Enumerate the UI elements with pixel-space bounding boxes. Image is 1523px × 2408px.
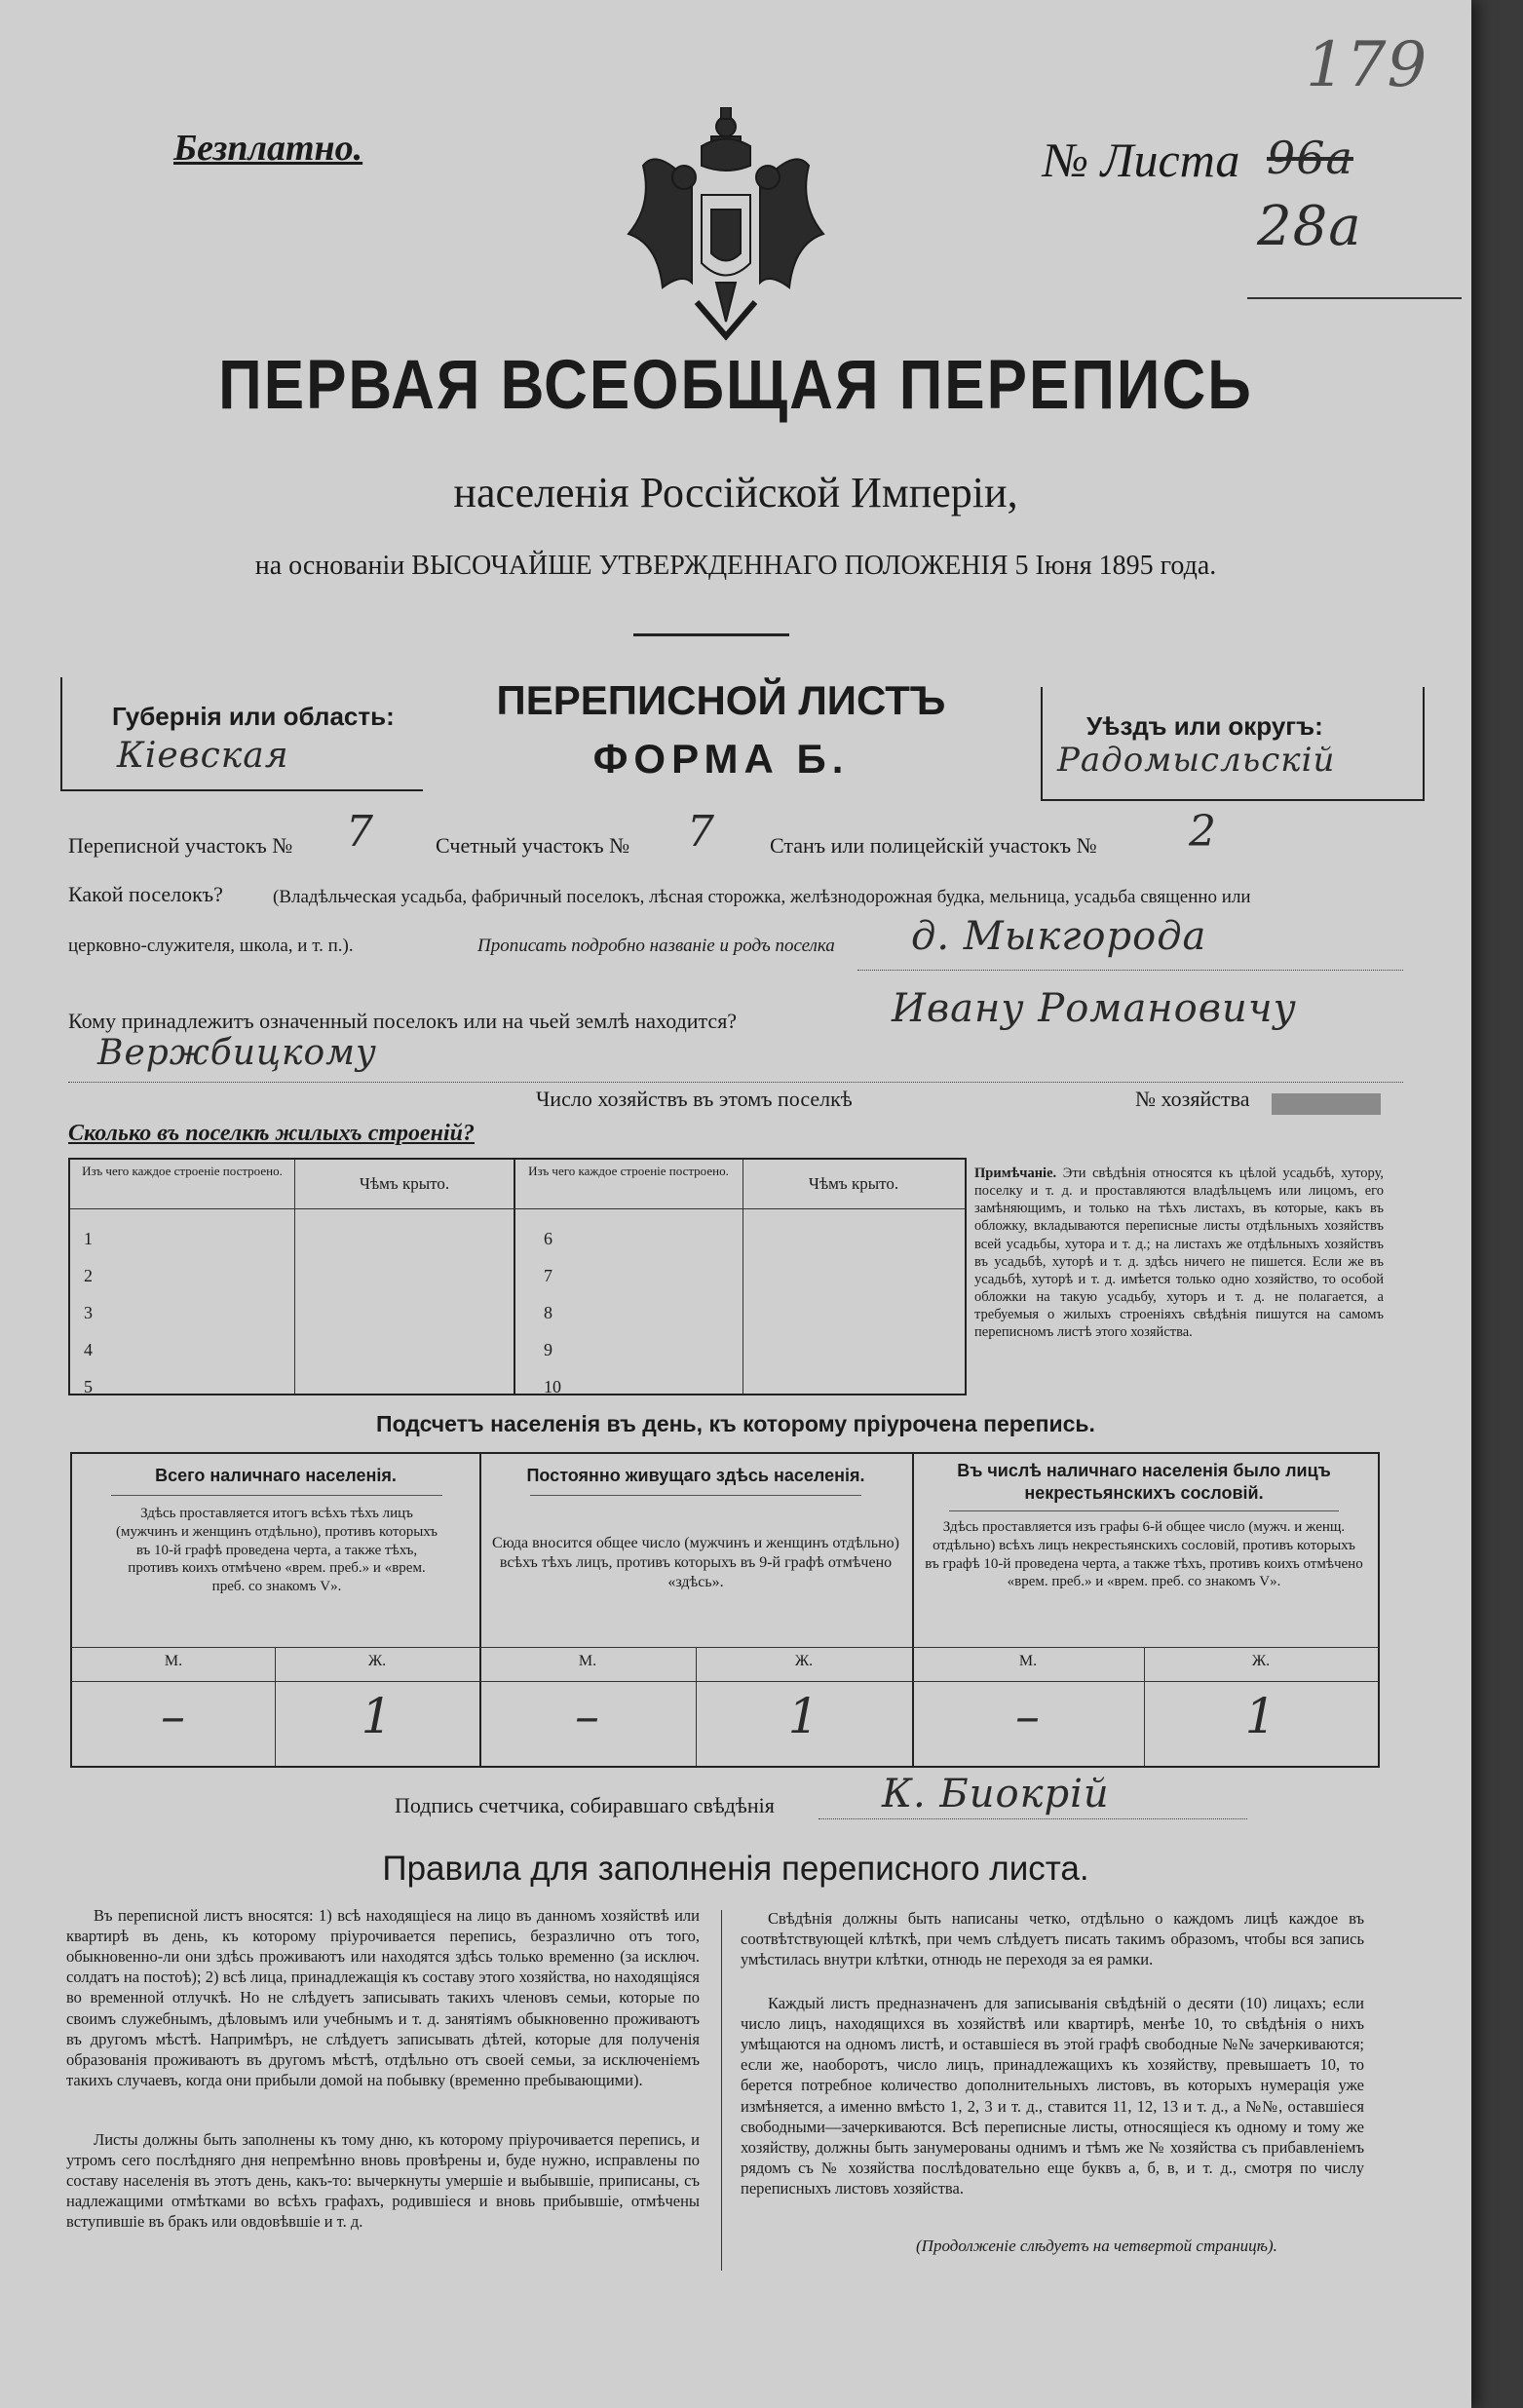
double-headed-eagle-icon bbox=[624, 107, 828, 351]
population-col3-zh-value: 1 bbox=[1244, 1688, 1277, 1744]
buildings-col1-header-right: Изъ чего каждое строеніе построено. bbox=[528, 1164, 729, 1178]
settlement-value: д. Мыкгорода bbox=[911, 914, 1207, 959]
population-col2-desc: Сюда вносится общее число (мужчинъ и женщинъ отдѣльно) всѣхъ тѣхъ лицъ, противъ которыхъ въ 9-й графѣ отмѣчено «здѣсь». bbox=[492, 1535, 899, 1590]
households-label: Число хозяйствъ въ этомъ поселкѣ bbox=[536, 1087, 853, 1111]
population-col1-header: Всего наличнаго населенія. bbox=[155, 1466, 397, 1485]
population-col3-header: Въ числѣ наличнаго населенія было лицъ некрестьянскихъ сословій. bbox=[957, 1461, 1331, 1503]
signature-label: Подпись счетчика, собиравшаго свѣдѣнія bbox=[395, 1793, 775, 1817]
count-district-label: Счетный участокъ № bbox=[436, 833, 630, 858]
population-col3-m-label: М. bbox=[1018, 1653, 1038, 1669]
population-table bbox=[70, 1452, 1380, 1768]
buildings-row-number: 6 bbox=[544, 1229, 552, 1248]
population-col1-m-label: М. bbox=[164, 1653, 183, 1669]
settlement-hint-2: церковно-служителя, школа, и т. п.). bbox=[68, 936, 354, 956]
guberniya-value: Кіевская bbox=[117, 736, 289, 776]
sheet-number-crossed: 96а bbox=[1267, 132, 1353, 184]
buildings-rows-right bbox=[544, 1220, 561, 1405]
rules-title: Правила для заполненія переписного листа. bbox=[382, 1850, 1089, 1888]
buildings-rows-left bbox=[84, 1220, 93, 1405]
uezd-value: Радомысльскій bbox=[1057, 741, 1336, 780]
buildings-row-number: 2 bbox=[84, 1266, 93, 1285]
settlement-dotted-line bbox=[857, 970, 1403, 971]
household-number-redacted bbox=[1272, 1093, 1381, 1115]
sheet-number-value: 28а bbox=[1257, 195, 1362, 258]
owner-question: Кому принадлежитъ означенный поселокъ или на чьей землѣ находится? bbox=[68, 1009, 738, 1033]
buildings-note bbox=[974, 1165, 1384, 1341]
signature-value: К. Биокрій bbox=[882, 1772, 1110, 1816]
population-col3-zh-label: Ж. bbox=[1251, 1653, 1271, 1669]
guberniya-label: Губернія или область: bbox=[112, 702, 395, 731]
buildings-row-number: 8 bbox=[544, 1303, 552, 1322]
population-col1-desc: Здѣсь проставляется итогъ всѣхъ тѣхъ лицъ (мужчинъ и женщинъ отдѣльно), противъ которыхъ въ 10-й графѣ проведена черта, а также тѣхъ, противъ коихъ отмѣчено «врем. преб.» и «врем. преб. со знакомъ V». bbox=[116, 1506, 438, 1594]
rules-right-paragraph-2: Каждый листъ предназначенъ для записыванія свѣдѣній о десяти (10) лицахъ; если число лицъ, находящихся въ хозяйствѣ или квартирѣ, менѣе 10, то свѣдѣнія о нихъ умѣщаются на одномъ листѣ, и оставшіеся въ этой графѣ свободные №№ зачеркиваются; если же, наоборотъ, число лицъ, принадлежащихъ къ хозяйству, превышаетъ 10, то берется потребное количество дополнительныхъ листовъ, въ которыхъ нумерація уже измѣняется, а именно вмѣсто 1, 2, 3 и т. д., ставится 11, 12, 13 и т. д., а №№, оставшіеся свободными—зачеркиваются. Всѣ переписные листы, относящіеся къ одному и тому же хозяйству, должны быть занумерованы однимъ и тѣмъ же № хозяйства съ прибавленіемъ рядомъ съ № хозяйства послѣдовательно еще буквъ а, б, в, и т. д., смотря по числу переписныхъ листовъ хозяйства. bbox=[741, 1994, 1364, 2198]
form-title: ФОРМА Б. bbox=[592, 736, 850, 782]
rules-column-divider bbox=[721, 1910, 722, 2271]
page-title: ПЕРВАЯ ВСЕОБЩАЯ ПЕРЕПИСЬ bbox=[218, 346, 1253, 425]
population-col2-zh-value: 1 bbox=[787, 1688, 820, 1744]
buildings-col2-header-right: Чѣмъ крыто. bbox=[808, 1174, 899, 1193]
population-col3-m-value: – bbox=[1015, 1688, 1041, 1744]
stan-label: Станъ или полицейскій участокъ № bbox=[770, 833, 1097, 858]
note-title: Примѣчаніе. bbox=[974, 1166, 1057, 1181]
buildings-question: Сколько въ поселкѣ жилыхъ строеній? bbox=[68, 1121, 475, 1146]
population-col2-zh-label: Ж. bbox=[794, 1653, 814, 1669]
buildings-table bbox=[68, 1158, 967, 1395]
population-col2-header: Постоянно живущаго здѣсь населенія. bbox=[526, 1466, 865, 1485]
title-divider bbox=[633, 633, 789, 636]
rules-right-paragraph-1: Свѣдѣнія должны быть написаны четко, отдѣльно о каждомъ лицѣ каждое въ соотвѣтствующей клѣткѣ, при чемъ слѣдуетъ писать такимъ образомъ, чтобы вся запись умѣстилась внутри клѣтки, отнюдь не переходя за ея рамки. bbox=[741, 1909, 1364, 1969]
census-district-label: Переписной участокъ № bbox=[68, 833, 293, 858]
settlement-question: Какой поселокъ? bbox=[68, 882, 223, 906]
buildings-row-number: 9 bbox=[544, 1340, 552, 1359]
settlement-instruction: Прописать подробно названіе и родъ поселка bbox=[477, 936, 835, 956]
buildings-row-number: 3 bbox=[84, 1303, 93, 1322]
population-col1-zh-value: 1 bbox=[361, 1688, 394, 1744]
sheet-number-underline bbox=[1247, 297, 1462, 299]
uezd-label: Уѣздъ или округъ: bbox=[1086, 711, 1323, 741]
buildings-row-number: 5 bbox=[84, 1377, 93, 1396]
rules-left-paragraph-2: Листы должны быть заполнены къ тому дню, къ которому пріурочивается перепись, и утромъ сего послѣдняго дня непремѣнно вновь провѣрены и, буде нужно, исправлены по составу населенія въ этотъ день, какъ-то: вычеркнуты умершіе и выбывшіе, приписаны, съ надлежащими отмѣтками во всѣхъ графахъ, родившіеся и вновь прибывшіе, отмѣчены вступившіе въ бракъ или овдовѣвшіе и т. д. bbox=[66, 2130, 700, 2232]
buildings-col1-header-left: Изъ чего каждое строеніе построено. bbox=[82, 1164, 283, 1178]
rules-left-paragraph-1: Въ переписной листъ вносятся: 1) всѣ находящіеся на лицо въ данномъ хозяйствѣ или квартирѣ въ день, къ которому пріурочивается перепись, безразлично отъ того, обыкновенно-ли они здѣсь проживаютъ или находятся здѣсь только временно (за исключ. солдатъ на постоѣ); 2) всѣ лица, принадлежащія къ составу этого хозяйства, но находящіяся во временной отлучкѣ. Но не слѣдуетъ записывать такихъ членовъ семьи, которые по своимъ служебнымъ, дѣловымъ или учебнымъ и т. д. занятіямъ обыкновенно проживаютъ въ другомъ мѣстѣ. Напримѣръ, не слѣдуетъ записывать дѣтей, которые для полученія образованія проживаютъ въ другомъ мѣстѣ, отдѣльно отъ своей семьи, за исключеніемъ такихъ случаевъ, когда они прибыли домой на побывку (временно пребывающими). bbox=[66, 1906, 700, 2089]
owner-value-1: Ивану Романовичу bbox=[892, 986, 1297, 1031]
population-col1-zh-label: Ж. bbox=[367, 1653, 387, 1669]
signature-dotted-line bbox=[819, 1818, 1247, 1819]
population-heading: Подсчетъ населенія въ день, къ которому пріурочена перепись. bbox=[376, 1411, 1095, 1436]
archive-page-number: 179 bbox=[1306, 29, 1428, 101]
sheet-number-label: № Листа bbox=[1043, 133, 1240, 187]
buildings-row-number: 1 bbox=[84, 1229, 93, 1248]
population-col3-desc: Здѣсь проставляется изъ графы 6-й общее число (мужч. и женщ. отдѣльно) всѣхъ лицъ некрестьянскихъ сословій, противъ которыхъ въ графѣ 10-й проведена черта, а также тѣхъ, противъ коихъ отмѣчено «врем. преб.» и «врем. преб. со знакомъ V». bbox=[925, 1519, 1363, 1590]
continuation-note: (Продолженіе слѣдуетъ на четвертой страницѣ). bbox=[916, 2236, 1277, 2255]
population-col2-m-label: М. bbox=[578, 1653, 597, 1669]
page-subtitle: населенія Россійской Имперіи, bbox=[453, 469, 1018, 516]
stan-value: 2 bbox=[1189, 807, 1217, 857]
free-label: Безплатно. bbox=[173, 128, 363, 169]
owner-value-2: Вержбицкому bbox=[97, 1033, 377, 1073]
buildings-row-number: 10 bbox=[544, 1377, 561, 1396]
sheet-title: ПЕРЕПИСНОЙ ЛИСТЪ bbox=[496, 677, 946, 723]
count-district-value: 7 bbox=[687, 807, 715, 857]
buildings-col2-header-left: Чѣмъ крыто. bbox=[359, 1174, 450, 1193]
household-number-label: № хозяйства bbox=[1135, 1087, 1250, 1111]
owner-dotted-line bbox=[68, 1082, 1403, 1083]
settlement-hint: (Владѣльческая усадьба, фабричный поселокъ, лѣсная сторожка, желѣзнодорожная будка, мельница, усадьба священно или bbox=[273, 887, 1251, 907]
census-district-value: 7 bbox=[346, 807, 374, 857]
page-basis: на основаніи ВЫСОЧАЙШЕ УТВЕРЖДЕННАГО ПОЛОЖЕНІЯ 5 Іюня 1895 года. bbox=[254, 551, 1217, 581]
note-text: Эти свѣдѣнія относятся къ цѣлой усадьбѣ, хутору, поселку и т. д. и проставляются владѣльцемъ или лицомъ, его замѣняющимъ, и только на тѣхъ листахъ, въ которые, какъ въ обложку, вкладываются переписные листы отдѣльныхъ хозяйствъ всей усадьбы, хутора и т. д.; на листахъ же отдѣльныхъ хозяйствъ въ усадьбѣ, хуторѣ и т. д. здѣсь ничего не пишется. Если же въ усадьбѣ, хуторѣ и т. д. имѣется только одно хозяйство, то особой обложки на такую усадьбу, хуторъ и т. д. не полагается, а требуемыя о жилыхъ строеніяхъ свѣдѣнія пишутся на самомъ переписномъ листѣ этого хозяйства. bbox=[974, 1166, 1385, 1341]
population-col1-m-value: – bbox=[161, 1688, 186, 1744]
population-col2-m-value: – bbox=[575, 1688, 600, 1744]
buildings-row-number: 7 bbox=[544, 1266, 552, 1285]
buildings-row-number: 4 bbox=[84, 1340, 93, 1359]
